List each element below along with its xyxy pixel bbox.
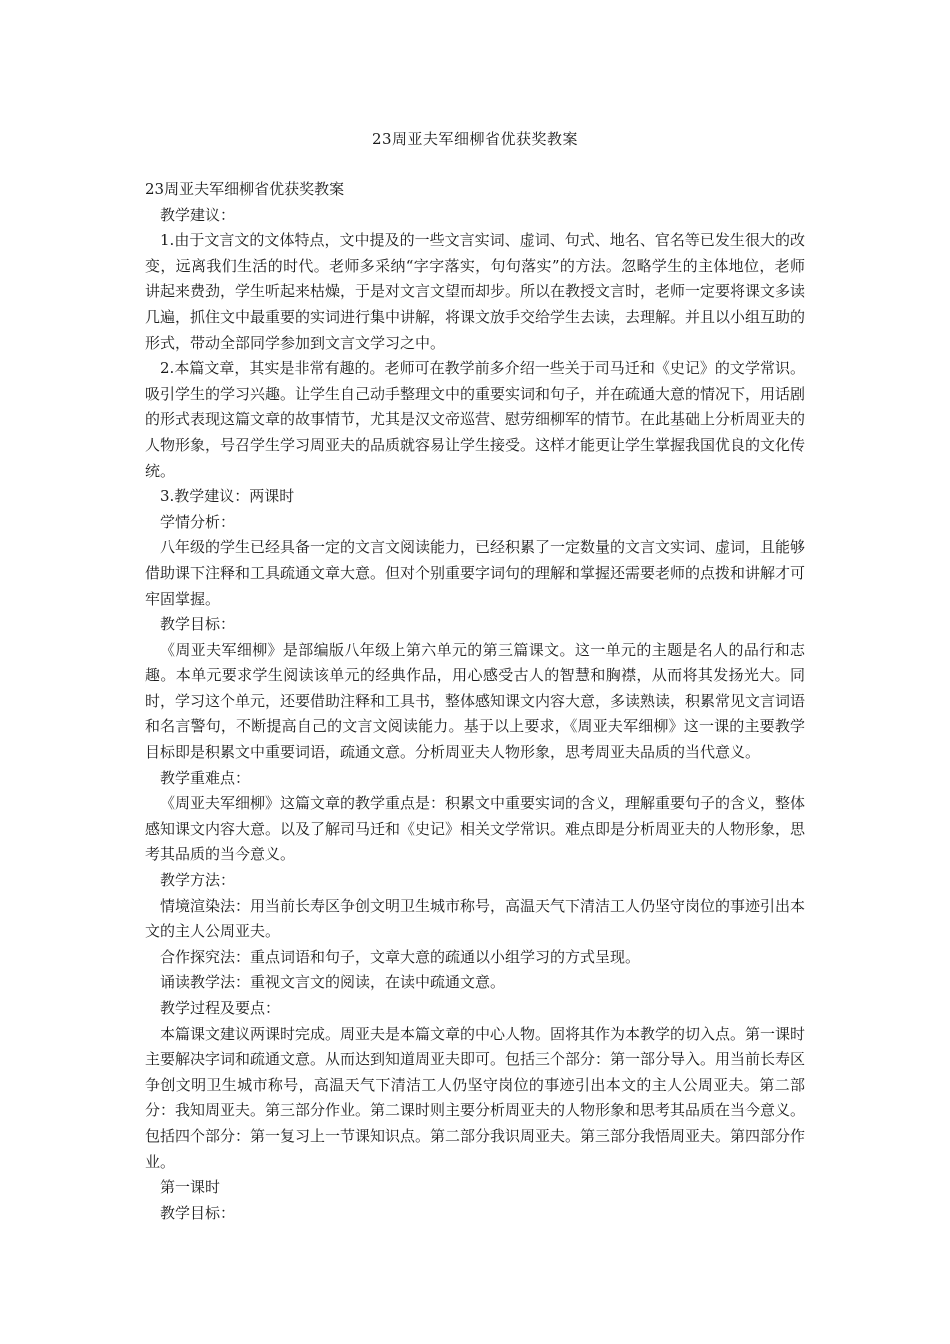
document-body	[145, 177, 805, 1226]
paragraph: 1.由于文言文的文体特点，文中提及的一些文言实词、虚词、句式、地名、官名等已发生很大的改变，远离我们生活的时代。老师多采纳“字字落实，句句落实”的方法。忽略学生的主体地位，老师讲起来费劲，学生听起来枯燥，于是对文言文望而却步。所以在教授文言时，老师一定要将课文多读几遍，抓住文中最重要的实词进行集中讲解，将课文放手交给学生去读，去理解。并且以小组互助的形式，带动全部同学参加到文言文学习之中。	[145, 231, 806, 352]
paragraph: 第一课时	[160, 1178, 221, 1197]
paragraph: 3.教学建议：两课时	[160, 487, 295, 506]
paragraph: 情境渲染法：用当前长寿区争创文明卫生城市称号，高温天气下清洁工人仍坚守岗位的事迹引出本文的主人公周亚夫。	[145, 896, 806, 941]
paragraph: 教学目标：	[160, 615, 236, 634]
paragraph: 教学建议：	[160, 205, 236, 224]
paragraph: 八年级的学生已经具备一定的文言文阅读能力，已经积累了一定数量的文言文实词、虚词，且能够借助课下注释和工具疏通文章大意。但对个别重要字词句的理解和掌握还需要老师的点拨和讲解才可牢固掌握。	[145, 538, 806, 608]
paragraph: 合作探究法：重点词语和句子，文章大意的疏通以小组学习的方式呈现。	[160, 947, 641, 966]
paragraph: 教学重难点：	[160, 768, 251, 787]
paragraph: 学情分析：	[160, 512, 236, 531]
paragraph: 诵读教学法：重视文言文的阅读，在读中疏通文意。	[160, 973, 506, 992]
paragraph: 23周亚夫军细柳省优获奖教案	[145, 180, 345, 198]
paragraph: 教学过程及要点：	[160, 999, 281, 1017]
paragraph: 2.本篇文章，其实是非常有趣的。老师可在教学前多介绍一些关于司马迁和《史记》的文学常识。吸引学生的学习兴趣。让学生自己动手整理文中的重要实词和句子，并在疏通大意的情况下，用话剧的形式表现这篇文章的故事情节，尤其是汉文帝巡营、慰劳细柳军的情节。在此基础上分析周亚夫的人物形象，号召学生学习周亚夫的品质就容易让学生接受。这样才能更让学生掌握我国优良的文化传统。	[145, 359, 806, 480]
paragraph: 本篇课文建议两课时完成。周亚夫是本篇文章的中心人物。固将其作为本教学的切入点。第一课时主要解决字词和疏通文意。从而达到知道周亚夫即可。包括三个部分：第一部分导入。用当前长寿区争创文明卫生城市称号，高温天气下清洁工人仍坚守岗位的事迹引出本文的主人公周亚夫。第二部分：我知周亚夫。第三部分作业。第二课时则主要分析周亚夫的人物形象和思考其品质在当今意义。包括四个部分：第一复习上一节课知识点。第二部分我识周亚夫。第三部分我悟周亚夫。第四部分作业。	[145, 1024, 806, 1171]
paragraph: 《周亚夫军细柳》是部编版八年级上第六单元的第三篇课文。这一单元的主题是名人的品行和志趣。本单元要求学生阅读该单元的经典作品，用心感受古人的智慧和胸襟，从而将其发扬光大。同时，学习这个单元，还要借助注释和工具书，整体感知课文内容大意，多读熟读，积累常见文言词语和名言警句，不断提高自己的文言文阅读能力。基于以上要求，《周亚夫军细柳》这一课的主要教学目标即是积累文中重要词语，疏通文意。分析周亚夫人物形象，思考周亚夫品质的当代意义。	[145, 640, 806, 762]
paragraph: 教学方法：	[160, 871, 236, 890]
paragraph: 教学目标：	[160, 1203, 236, 1222]
paragraph: 《周亚夫军细柳》这篇文章的教学重点是：积累文中重要实词的含义，理解重要句子的含义，整体感知课文内容大意。以及了解司马迁和《史记》相关文学常识。难点即是分析周亚夫的人物形象，思考其品质的当今意义。	[145, 794, 806, 864]
document-title: 23周亚夫军细柳省优获奖教案	[371, 130, 579, 148]
